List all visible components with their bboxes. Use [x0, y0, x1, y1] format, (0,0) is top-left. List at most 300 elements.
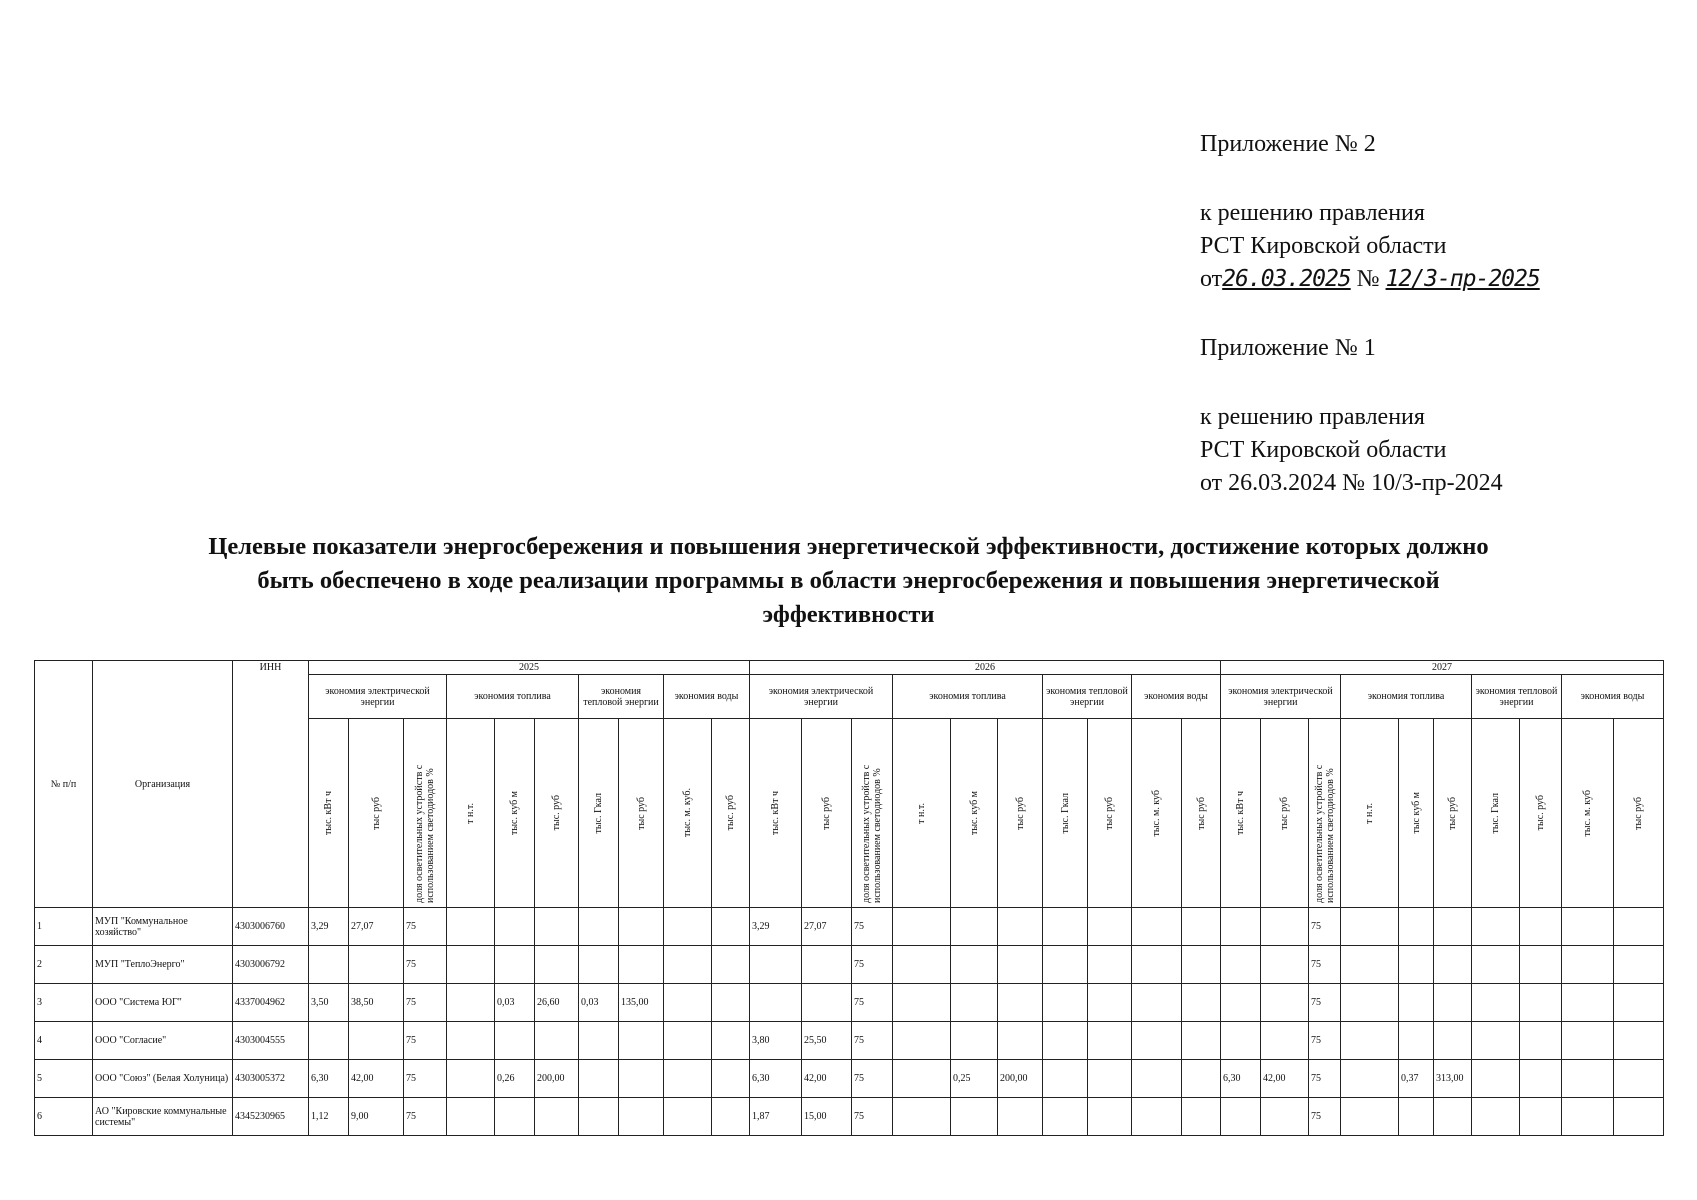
- row-value-y2026-5: [998, 984, 1043, 1022]
- row-value-y2026-8: [1132, 1060, 1182, 1098]
- header-unit-label: доля осветительных устройств с использованием светодиодов %: [414, 764, 436, 903]
- row-value-y2025-3: [447, 1060, 495, 1098]
- header-unit-y2026-9: [1182, 719, 1221, 908]
- row-organization: МУП "Коммунальное хозяйство": [93, 908, 233, 946]
- row-value-y2026-1: 27,07: [802, 908, 852, 946]
- row-value-y2026-4: [951, 946, 998, 984]
- appendix2-title: Приложение № 2: [1200, 131, 1376, 157]
- row-value-y2027-2: 75: [1309, 1022, 1341, 1060]
- row-value-y2025-6: [579, 908, 619, 946]
- table-row: [35, 1098, 1664, 1136]
- header-unit-y2027-9: [1614, 719, 1664, 908]
- header-unit-y2026-7: [1088, 719, 1132, 908]
- header-unit-y2027-0: [1221, 719, 1261, 908]
- row-value-y2027-3: [1341, 1098, 1399, 1136]
- row-value-y2027-3: [1341, 1060, 1399, 1098]
- row-value-y2025-0: [309, 1022, 349, 1060]
- row-organization: АО "Кировские коммунальные системы": [93, 1098, 233, 1136]
- row-value-y2027-0: [1221, 1022, 1261, 1060]
- title-line-3: эффективности: [762, 601, 935, 628]
- header-group-y2027-0: экономия электрической энергии: [1221, 675, 1341, 719]
- row-value-y2026-2: 75: [852, 1022, 893, 1060]
- appendix2-no-sign: №: [1356, 266, 1380, 292]
- row-inn: 4345230965: [233, 1098, 309, 1136]
- header-unit-y2027-6: [1472, 719, 1520, 908]
- title-line-2: быть обеспечено в ходе реализации программы в области энергосбережения и повышения энергетической: [257, 567, 1440, 594]
- header-inn: ИНН: [233, 661, 309, 908]
- appendix2-number: 12/3-пр-2025: [1385, 266, 1540, 292]
- header-unit-y2026-8: [1132, 719, 1182, 908]
- row-value-y2027-2: 75: [1309, 984, 1341, 1022]
- header-unit-label: т н.т.: [465, 802, 476, 824]
- header-unit-y2027-4: [1399, 719, 1434, 908]
- row-organization: МУП "ТеплоЭнерго": [93, 946, 233, 984]
- header-group-y2025-1: экономия топлива: [447, 675, 579, 719]
- row-value-y2027-7: [1520, 946, 1562, 984]
- header-group-y2027-3: экономия воды: [1562, 675, 1664, 719]
- row-value-y2025-9: [712, 908, 750, 946]
- row-value-y2027-5: [1434, 984, 1472, 1022]
- header-group-y2025-3: экономия воды: [664, 675, 750, 719]
- row-value-y2025-0: 6,30: [309, 1060, 349, 1098]
- appendix2-line2: РСТ Кировской области: [1200, 233, 1447, 259]
- row-value-y2025-4: 0,26: [495, 1060, 535, 1098]
- row-value-y2027-9: [1614, 908, 1664, 946]
- row-value-y2027-3: [1341, 1022, 1399, 1060]
- row-value-y2027-9: [1614, 1022, 1664, 1060]
- header-unit-y2026-1: [802, 719, 852, 908]
- row-value-y2025-6: 0,03: [579, 984, 619, 1022]
- row-number: 6: [35, 1098, 93, 1136]
- row-value-y2026-3: [893, 1022, 951, 1060]
- header-unit-y2025-1: [349, 719, 404, 908]
- row-value-y2026-4: [951, 908, 998, 946]
- row-value-y2027-7: [1520, 1022, 1562, 1060]
- row-value-y2025-0: 1,12: [309, 1098, 349, 1136]
- appendix2-from: от: [1200, 266, 1223, 292]
- table-row: [35, 1022, 1664, 1060]
- header-unit-y2026-0: [750, 719, 802, 908]
- row-value-y2027-4: [1399, 908, 1434, 946]
- row-value-y2026-3: [893, 984, 951, 1022]
- row-value-y2027-4: [1399, 946, 1434, 984]
- header-unit-label: тыс руб: [1195, 796, 1207, 830]
- row-value-y2026-7: [1088, 946, 1132, 984]
- row-value-y2025-1: 27,07: [349, 908, 404, 946]
- row-value-y2027-2: 75: [1309, 1098, 1341, 1136]
- row-value-y2027-2: 75: [1309, 1060, 1341, 1098]
- row-value-y2027-7: [1520, 1060, 1562, 1098]
- row-value-y2027-4: 0,37: [1399, 1060, 1434, 1098]
- row-value-y2027-4: [1399, 1022, 1434, 1060]
- row-value-y2026-9: [1182, 1022, 1221, 1060]
- row-value-y2026-1: 42,00: [802, 1060, 852, 1098]
- row-value-y2025-2: 75: [404, 946, 447, 984]
- header-unit-y2026-4: [951, 719, 998, 908]
- row-value-y2025-9: [712, 1098, 750, 1136]
- row-value-y2026-1: [802, 946, 852, 984]
- row-value-y2027-5: [1434, 908, 1472, 946]
- header-year-2025: 2025: [309, 661, 750, 675]
- row-value-y2026-6: [1043, 908, 1088, 946]
- row-inn: 4303005372: [233, 1060, 309, 1098]
- row-value-y2026-7: [1088, 1022, 1132, 1060]
- row-value-y2027-7: [1520, 1098, 1562, 1136]
- row-value-y2027-3: [1341, 946, 1399, 984]
- row-value-y2025-3: [447, 984, 495, 1022]
- row-value-y2027-5: [1434, 946, 1472, 984]
- header-group-y2025-2: экономия тепловой энергии: [579, 675, 664, 719]
- row-value-y2026-9: [1182, 1060, 1221, 1098]
- row-value-y2025-8: [664, 1022, 712, 1060]
- row-value-y2026-3: [893, 1060, 951, 1098]
- row-value-y2025-5: [535, 946, 579, 984]
- row-value-y2027-6: [1472, 1060, 1520, 1098]
- row-value-y2027-0: 6,30: [1221, 1060, 1261, 1098]
- row-value-y2026-6: [1043, 946, 1088, 984]
- row-value-y2026-1: 15,00: [802, 1098, 852, 1136]
- row-number: 1: [35, 908, 93, 946]
- row-value-y2026-1: [802, 984, 852, 1022]
- row-value-y2026-0: 6,30: [750, 1060, 802, 1098]
- header-unit-y2027-1: [1261, 719, 1309, 908]
- header-unit-y2026-2: [852, 719, 893, 908]
- row-value-y2025-1: 42,00: [349, 1060, 404, 1098]
- row-value-y2027-1: [1261, 1098, 1309, 1136]
- row-value-y2026-7: [1088, 1098, 1132, 1136]
- row-value-y2026-8: [1132, 984, 1182, 1022]
- row-value-y2025-8: [664, 1098, 712, 1136]
- table-row: [35, 946, 1664, 984]
- table-row: [35, 984, 1664, 1022]
- appendix2-line3: [1200, 263, 1670, 296]
- row-value-y2027-6: [1472, 908, 1520, 946]
- header-unit-y2027-3: [1341, 719, 1399, 908]
- header-unit-y2025-0: [309, 719, 349, 908]
- row-value-y2027-0: [1221, 1098, 1261, 1136]
- appendix1-line3: от 26.03.2024 № 10/3-пр-2024: [1200, 470, 1503, 496]
- row-value-y2025-2: 75: [404, 1060, 447, 1098]
- row-value-y2026-9: [1182, 946, 1221, 984]
- row-value-y2026-4: [951, 984, 998, 1022]
- header-unit-label: тыс руб: [635, 796, 647, 830]
- row-value-y2025-5: [535, 908, 579, 946]
- row-number: 5: [35, 1060, 93, 1098]
- row-value-y2027-5: [1434, 1098, 1472, 1136]
- header-unit-y2025-6: [579, 719, 619, 908]
- header-unit-y2025-9: [712, 719, 750, 908]
- row-value-y2027-1: [1261, 984, 1309, 1022]
- row-value-y2026-7: [1088, 984, 1132, 1022]
- row-value-y2025-5: 200,00: [535, 1060, 579, 1098]
- header-unit-label: тыс руб: [370, 796, 382, 830]
- row-value-y2025-8: [664, 908, 712, 946]
- row-inn: 4337004962: [233, 984, 309, 1022]
- header-unit-label: т н.т.: [916, 802, 927, 824]
- row-value-y2025-6: [579, 1022, 619, 1060]
- row-value-y2027-8: [1562, 1098, 1614, 1136]
- row-value-y2025-1: 38,50: [349, 984, 404, 1022]
- header-unit-label: тыс. кВт ч: [770, 791, 781, 835]
- header-unit-label: тыс. руб: [551, 795, 562, 831]
- row-value-y2025-3: [447, 1098, 495, 1136]
- header-unit-label: тыс. руб: [1535, 795, 1546, 831]
- row-value-y2025-3: [447, 1022, 495, 1060]
- table-row: [35, 908, 1664, 946]
- row-value-y2026-5: [998, 1022, 1043, 1060]
- row-value-y2025-9: [712, 984, 750, 1022]
- row-value-y2027-4: [1399, 984, 1434, 1022]
- header-unit-label: тыс руб: [1104, 796, 1115, 830]
- header-group-y2027-1: экономия топлива: [1341, 675, 1472, 719]
- row-value-y2025-5: [535, 1098, 579, 1136]
- header-unit-label: тыс. м. куб: [1582, 789, 1593, 837]
- header-num: № п/п: [35, 661, 93, 908]
- row-number: 3: [35, 984, 93, 1022]
- row-value-y2025-7: [619, 1098, 664, 1136]
- header-unit-label: тыс. Гкал: [1059, 792, 1071, 834]
- row-value-y2026-2: 75: [852, 946, 893, 984]
- row-value-y2025-7: [619, 908, 664, 946]
- row-value-y2027-7: [1520, 908, 1562, 946]
- row-value-y2026-0: 3,29: [750, 908, 802, 946]
- row-value-y2027-6: [1472, 1022, 1520, 1060]
- row-value-y2027-1: [1261, 908, 1309, 946]
- row-value-y2026-2: 75: [852, 1098, 893, 1136]
- header-unit-label: тыс. руб: [725, 795, 736, 831]
- header-unit-label: тыс. Гкал: [1490, 792, 1501, 834]
- row-value-y2025-6: [579, 946, 619, 984]
- header-unit-label: тыс руб: [1447, 796, 1458, 830]
- row-value-y2026-6: [1043, 1060, 1088, 1098]
- row-value-y2026-7: [1088, 908, 1132, 946]
- header-year-2026: 2026: [750, 661, 1221, 675]
- header-unit-label: тыс. м. куб: [1151, 789, 1162, 837]
- row-value-y2025-1: 9,00: [349, 1098, 404, 1136]
- appendix1-line1: к решению правления: [1200, 404, 1425, 430]
- row-organization: ООО "Система ЮГ": [93, 984, 233, 1022]
- row-value-y2027-1: [1261, 946, 1309, 984]
- row-value-y2027-1: [1261, 1022, 1309, 1060]
- row-value-y2025-4: [495, 1022, 535, 1060]
- row-value-y2027-8: [1562, 908, 1614, 946]
- row-value-y2026-3: [893, 908, 951, 946]
- row-value-y2025-4: [495, 946, 535, 984]
- header-group-y2026-1: экономия топлива: [893, 675, 1043, 719]
- header-unit-y2026-6: [1043, 719, 1088, 908]
- row-value-y2027-9: [1614, 946, 1664, 984]
- row-value-y2025-2: 75: [404, 908, 447, 946]
- header-unit-y2025-7: [619, 719, 664, 908]
- row-value-y2025-1: [349, 1022, 404, 1060]
- row-number: 4: [35, 1022, 93, 1060]
- row-value-y2025-2: 75: [404, 1098, 447, 1136]
- appendix1-title: Приложение № 1: [1200, 335, 1376, 361]
- row-value-y2025-3: [447, 908, 495, 946]
- appendix2-date: 26.03.2025: [1222, 266, 1351, 292]
- header-year-2027: 2027: [1221, 661, 1664, 675]
- row-value-y2026-5: [998, 1098, 1043, 1136]
- row-value-y2027-0: [1221, 984, 1261, 1022]
- row-value-y2025-7: [619, 1060, 664, 1098]
- row-value-y2026-6: [1043, 984, 1088, 1022]
- row-value-y2026-8: [1132, 908, 1182, 946]
- row-inn: 4303004555: [233, 1022, 309, 1060]
- row-value-y2027-7: [1520, 984, 1562, 1022]
- row-value-y2026-0: 1,87: [750, 1098, 802, 1136]
- header-unit-label: тыс. м. куб.: [682, 788, 693, 838]
- header-unit-label: тыс. кВт ч: [323, 791, 334, 835]
- row-value-y2026-3: [893, 946, 951, 984]
- header-group-y2025-0: экономия электрической энергии: [309, 675, 447, 719]
- row-value-y2026-0: [750, 984, 802, 1022]
- header-group-y2026-3: экономия воды: [1132, 675, 1221, 719]
- row-organization: ООО "Союз" (Белая Холуница): [93, 1060, 233, 1098]
- appendix2-line1: к решению правления: [1200, 200, 1425, 226]
- header-group-y2026-2: экономия тепловой энергии: [1043, 675, 1132, 719]
- row-value-y2026-6: [1043, 1098, 1088, 1136]
- row-value-y2027-0: [1221, 908, 1261, 946]
- header-unit-label: тыс. куб м: [968, 790, 980, 836]
- row-value-y2027-9: [1614, 1060, 1664, 1098]
- row-value-y2026-5: 200,00: [998, 1060, 1043, 1098]
- header-unit-label: тыс руб: [821, 796, 832, 830]
- header-unit-label: тыс. куб м: [509, 790, 520, 836]
- row-value-y2025-7: 135,00: [619, 984, 664, 1022]
- row-value-y2027-6: [1472, 946, 1520, 984]
- row-value-y2025-2: 75: [404, 1022, 447, 1060]
- row-value-y2027-4: [1399, 1098, 1434, 1136]
- row-value-y2027-2: 75: [1309, 908, 1341, 946]
- row-value-y2025-1: [349, 946, 404, 984]
- row-value-y2025-8: [664, 1060, 712, 1098]
- header-group-y2026-0: экономия электрической энергии: [750, 675, 893, 719]
- header-unit-label: тыс руб: [1014, 796, 1026, 830]
- header-unit-label: тыс. Гкал: [593, 792, 604, 834]
- row-value-y2027-0: [1221, 946, 1261, 984]
- row-value-y2026-8: [1132, 1022, 1182, 1060]
- header-unit-label: тыс куб м: [1410, 792, 1422, 834]
- row-value-y2026-4: 0,25: [951, 1060, 998, 1098]
- document-title: [40, 530, 1657, 632]
- row-value-y2025-6: [579, 1098, 619, 1136]
- row-value-y2027-9: [1614, 984, 1664, 1022]
- row-value-y2027-3: [1341, 984, 1399, 1022]
- row-value-y2025-9: [712, 946, 750, 984]
- row-value-y2025-0: [309, 946, 349, 984]
- row-value-y2026-2: 75: [852, 984, 893, 1022]
- row-value-y2025-0: 3,50: [309, 984, 349, 1022]
- row-value-y2025-4: [495, 1098, 535, 1136]
- row-value-y2026-7: [1088, 1060, 1132, 1098]
- header-unit-y2027-8: [1562, 719, 1614, 908]
- row-value-y2027-5: 313,00: [1434, 1060, 1472, 1098]
- row-value-y2025-0: 3,29: [309, 908, 349, 946]
- row-value-y2026-4: [951, 1022, 998, 1060]
- row-value-y2025-5: [535, 1022, 579, 1060]
- row-value-y2027-8: [1562, 1060, 1614, 1098]
- header-unit-y2027-2: [1309, 719, 1341, 908]
- row-value-y2027-6: [1472, 1098, 1520, 1136]
- row-value-y2025-9: [712, 1022, 750, 1060]
- header-unit-label: доля осветительных устройств с использованием светодиодов %: [1313, 764, 1336, 903]
- header-unit-y2027-5: [1434, 719, 1472, 908]
- row-value-y2026-9: [1182, 984, 1221, 1022]
- header-unit-y2025-8: [664, 719, 712, 908]
- row-value-y2026-8: [1132, 946, 1182, 984]
- row-value-y2027-9: [1614, 1098, 1664, 1136]
- row-value-y2025-7: [619, 946, 664, 984]
- header-unit-label: тыс. кВт ч: [1235, 791, 1246, 835]
- row-value-y2026-2: 75: [852, 908, 893, 946]
- row-value-y2026-2: 75: [852, 1060, 893, 1098]
- header-unit-label: доля осветительных устройств с использованием светодиодов %: [861, 764, 883, 903]
- row-value-y2026-0: [750, 946, 802, 984]
- header-unit-y2027-7: [1520, 719, 1562, 908]
- row-inn: 4303006792: [233, 946, 309, 984]
- row-value-y2027-8: [1562, 1022, 1614, 1060]
- row-value-y2025-2: 75: [404, 984, 447, 1022]
- targets-table: [34, 660, 1664, 1136]
- row-value-y2027-8: [1562, 984, 1614, 1022]
- row-value-y2027-8: [1562, 946, 1614, 984]
- header-unit-label: т н.т.: [1364, 802, 1375, 824]
- row-value-y2027-5: [1434, 1022, 1472, 1060]
- row-inn: 4303006760: [233, 908, 309, 946]
- header-unit-y2026-3: [893, 719, 951, 908]
- row-value-y2026-3: [893, 1098, 951, 1136]
- appendix1-line2: РСТ Кировской области: [1200, 437, 1447, 463]
- row-value-y2026-5: [998, 908, 1043, 946]
- row-organization: ООО "Согласие": [93, 1022, 233, 1060]
- title-line-1: Целевые показатели энергосбережения и повышения энергетической эффективности, достижение которых должно: [208, 533, 1489, 560]
- document-header: [1200, 128, 1670, 500]
- row-value-y2026-5: [998, 946, 1043, 984]
- header-group-y2027-2: экономия тепловой энергии: [1472, 675, 1562, 719]
- row-value-y2025-5: 26,60: [535, 984, 579, 1022]
- row-value-y2027-3: [1341, 908, 1399, 946]
- row-value-y2025-8: [664, 984, 712, 1022]
- row-value-y2026-1: 25,50: [802, 1022, 852, 1060]
- row-value-y2025-8: [664, 946, 712, 984]
- row-value-y2025-3: [447, 946, 495, 984]
- row-value-y2026-0: 3,80: [750, 1022, 802, 1060]
- row-value-y2025-4: [495, 908, 535, 946]
- header-unit-label: тыс руб: [1279, 796, 1290, 830]
- row-value-y2025-6: [579, 1060, 619, 1098]
- header-unit-label: тыс руб: [1633, 796, 1644, 830]
- header-unit-y2025-2: [404, 719, 447, 908]
- header-organization: Организация: [93, 661, 233, 908]
- row-value-y2025-7: [619, 1022, 664, 1060]
- header-unit-y2026-5: [998, 719, 1043, 908]
- row-value-y2025-9: [712, 1060, 750, 1098]
- row-value-y2026-9: [1182, 908, 1221, 946]
- row-value-y2026-9: [1182, 1098, 1221, 1136]
- row-value-y2027-6: [1472, 984, 1520, 1022]
- header-unit-y2025-5: [535, 719, 579, 908]
- row-value-y2027-1: 42,00: [1261, 1060, 1309, 1098]
- row-number: 2: [35, 946, 93, 984]
- row-value-y2026-6: [1043, 1022, 1088, 1060]
- header-unit-y2025-4: [495, 719, 535, 908]
- row-value-y2027-2: 75: [1309, 946, 1341, 984]
- row-value-y2026-4: [951, 1098, 998, 1136]
- row-value-y2026-8: [1132, 1098, 1182, 1136]
- header-unit-y2025-3: [447, 719, 495, 908]
- table-row: [35, 1060, 1664, 1098]
- row-value-y2025-4: 0,03: [495, 984, 535, 1022]
